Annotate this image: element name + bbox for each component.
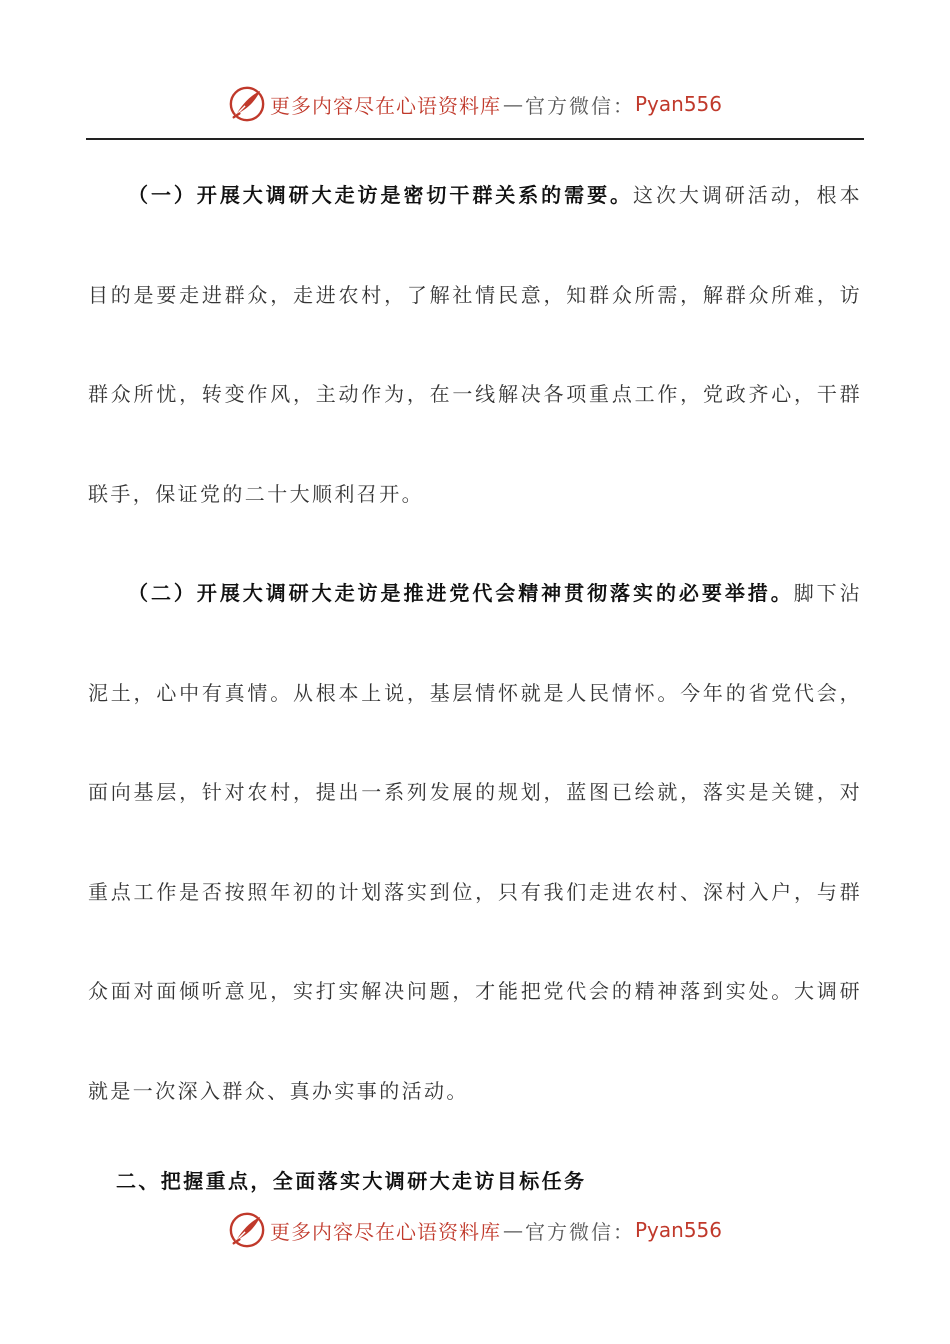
footer-brand-separator: — — [502, 1218, 523, 1242]
header-banner — [0, 82, 950, 126]
wechat-label: 官方微信： — [524, 93, 635, 118]
paragraph-2-lead: （二）开展大调研大走访是推进党代会精神贯彻落实的必要举措。 — [128, 581, 794, 605]
footer-wechat-id: Pyan556 — [634, 1218, 722, 1242]
paragraph-2 — [88, 544, 862, 1141]
paragraph-1-text: 这次大调研活动，根本目的是要走进群众，走进农村，了解社情民意，知群众所需，解群众所难，访群众所忧，转变作风，主动作为，在一线解决各项重点工作，党政齐心，干群联手，保证党的二十大顺利召开。 — [88, 183, 862, 506]
footer-banner — [0, 1208, 950, 1252]
paragraph-1-lead: （一）开展大调研大走访是密切干群关系的需要。 — [128, 183, 633, 207]
footer-brand-name: 更多内容尽在心语资料库 — [269, 1219, 501, 1244]
brand-name: 更多内容尽在心语资料库 — [269, 93, 501, 118]
brand-separator: — — [502, 92, 523, 116]
quill-pen-logo-icon — [228, 1211, 266, 1249]
wechat-id: Pyan556 — [634, 92, 722, 116]
header-divider — [86, 138, 864, 140]
quill-pen-logo-icon — [228, 85, 266, 123]
document-body — [88, 146, 862, 1221]
footer-wechat-label: 官方微信： — [524, 1219, 635, 1244]
section-heading: 二、把握重点，全面落实大调研大走访目标任务 — [116, 1169, 587, 1193]
paragraph-1 — [88, 146, 862, 544]
paragraph-2-text: 脚下沾泥土，心中有真情。从根本上说，基层情怀就是人民情怀。今年的省党代会，面向基层，针对农村，提出一系列发展的规划，蓝图已绘就，落实是关键，对重点工作是否按照年初的计划落实到位，只有我们走进农村、深村入户，与群众面对面倾听意见，实打实解决问题，才能把党代会的精神落到实处。大调研就是一次深入群众、真办实事的活动。 — [88, 581, 862, 1103]
